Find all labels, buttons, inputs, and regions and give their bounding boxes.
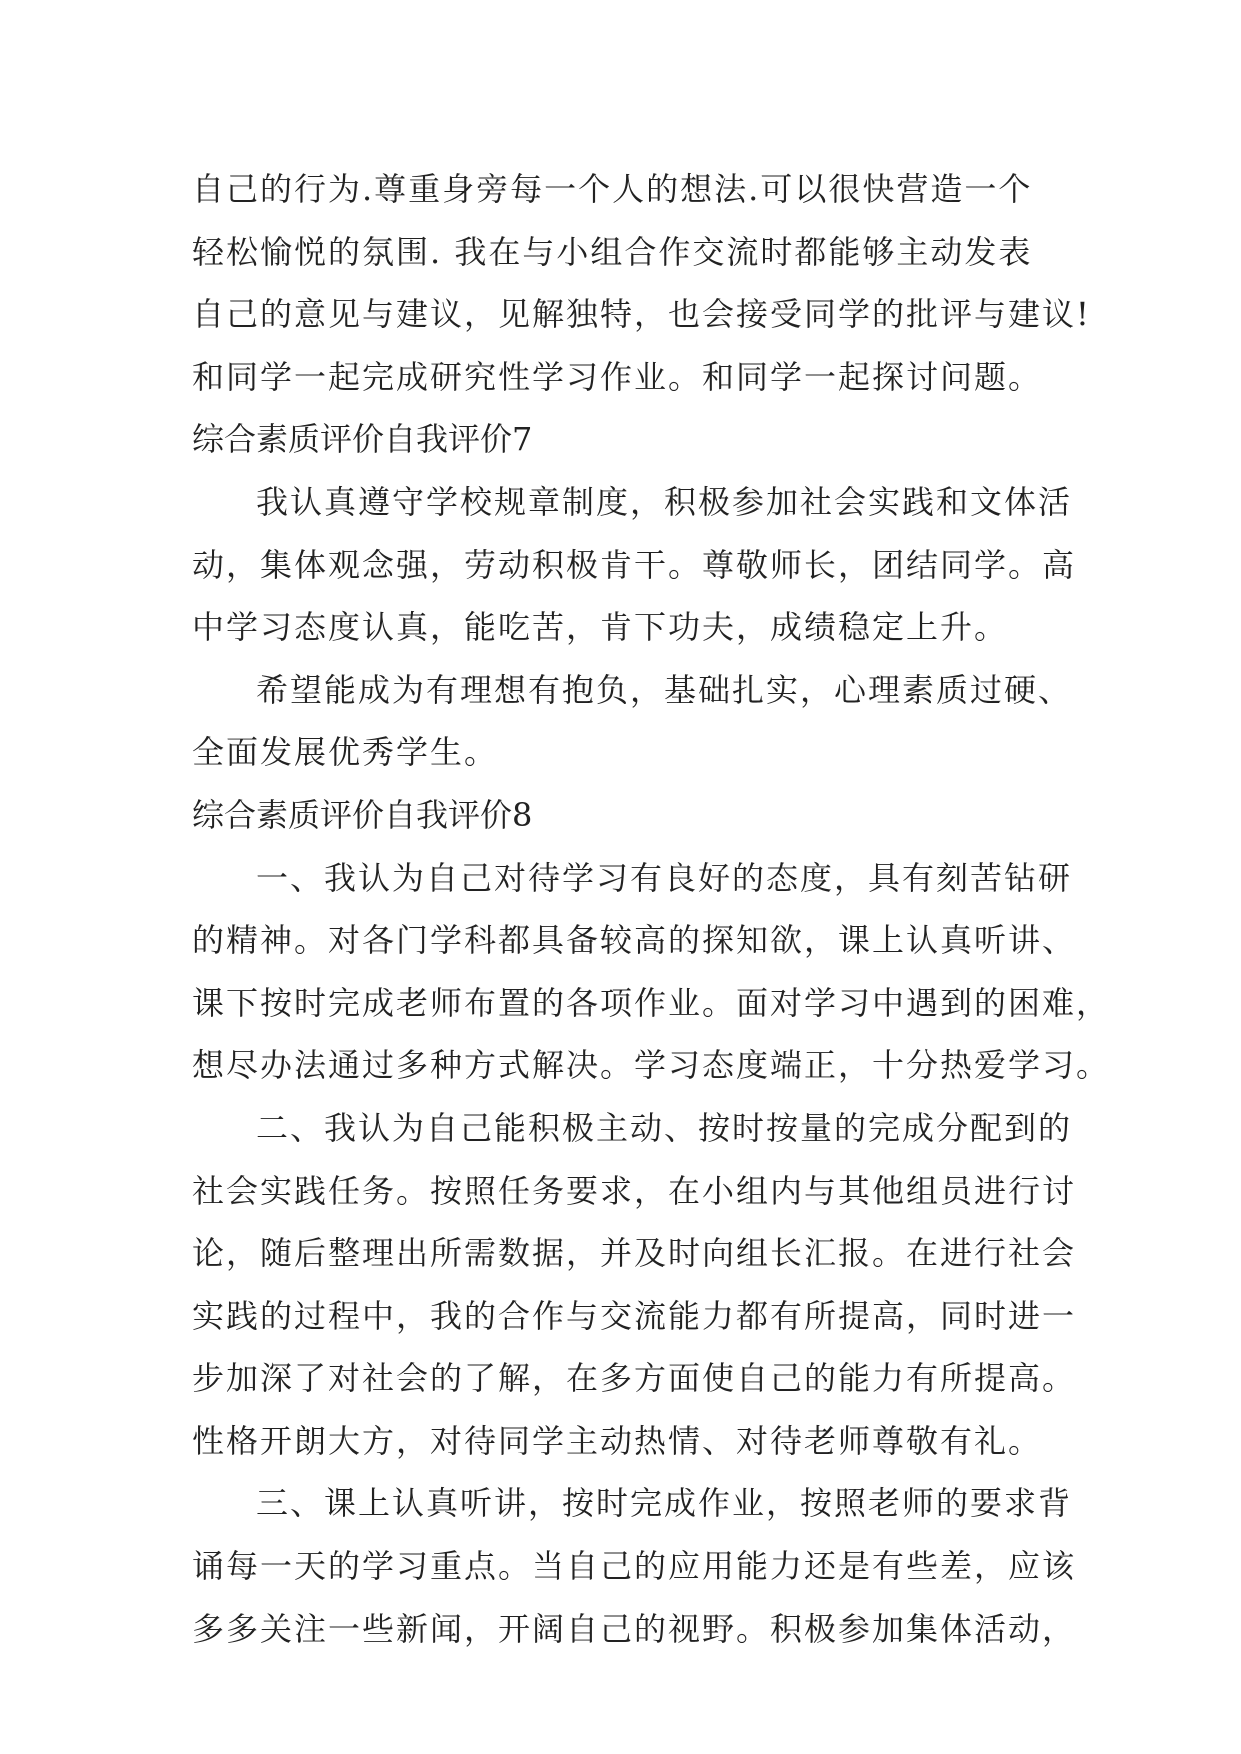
section-heading: 综合素质评价自我评价8 xyxy=(192,795,533,834)
body-line: 诵每一天的学习重点。当自己的应用能力还是有些差，应该 xyxy=(192,1547,1077,1586)
body-line: 希望能成为有理想有抱负，基础扎实，心理素质过硬、 xyxy=(256,670,1073,709)
body-line: 步加深了对社会的了解，在多方面使自己的能力有所提高。 xyxy=(192,1359,1077,1398)
document-body xyxy=(192,158,1111,1660)
body-line: 想尽办法通过多种方式解决。学习态度端正，十分热爱学习。 xyxy=(192,1046,1111,1085)
body-line: 二、我认为自己能积极主动、按时按量的完成分配到的 xyxy=(256,1108,1073,1147)
body-line: 的精神。对各门学科都具备较高的探知欲，课上认真听讲、 xyxy=(192,921,1077,960)
body-line: 动，集体观念强，劳动积极肯干。尊敬师长，团结同学。高 xyxy=(192,545,1077,584)
body-line: 多多关注一些新闻，开阔自己的视野。积极参加集体活动， xyxy=(192,1609,1077,1648)
body-line: 实践的过程中，我的合作与交流能力都有所提高，同时进一 xyxy=(192,1296,1077,1335)
body-line: 全面发展优秀学生。 xyxy=(192,733,499,772)
body-line: 自己的意见与建议，见解独特，也会接受同学的批评与建议! xyxy=(192,295,1091,334)
body-line: 和同学一起完成研究性学习作业。和同学一起探讨问题。 xyxy=(192,357,1043,396)
body-line: 轻松愉悦的氛围. 我在与小组合作交流时都能够主动发表 xyxy=(192,232,1033,271)
body-line: 我认真遵守学校规章制度，积极参加社会实践和文体活 xyxy=(256,482,1073,521)
body-line: 中学习态度认真，能吃苦，肯下功夫，成绩稳定上升。 xyxy=(192,608,1009,647)
body-line: 社会实践任务。按照任务要求，在小组内与其他组员进行讨 xyxy=(192,1171,1077,1210)
body-line: 论，随后整理出所需数据，并及时向组长汇报。在进行社会 xyxy=(192,1234,1077,1273)
body-line: 一、我认为自己对待学习有良好的态度，具有刻苦钻研 xyxy=(256,858,1073,897)
body-line: 三、课上认真听讲，按时完成作业，按照老师的要求背 xyxy=(256,1484,1073,1523)
body-line: 课下按时完成老师布置的各项作业。面对学习中遇到的困难， xyxy=(192,983,1111,1022)
section-heading: 综合素质评价自我评价7 xyxy=(192,420,533,459)
body-line: 性格开朗大方，对待同学主动热情、对待老师尊敬有礼。 xyxy=(192,1421,1043,1460)
body-line: 自己的行为.尊重身旁每一个人的想法.可以很快营造一个 xyxy=(192,170,1033,208)
